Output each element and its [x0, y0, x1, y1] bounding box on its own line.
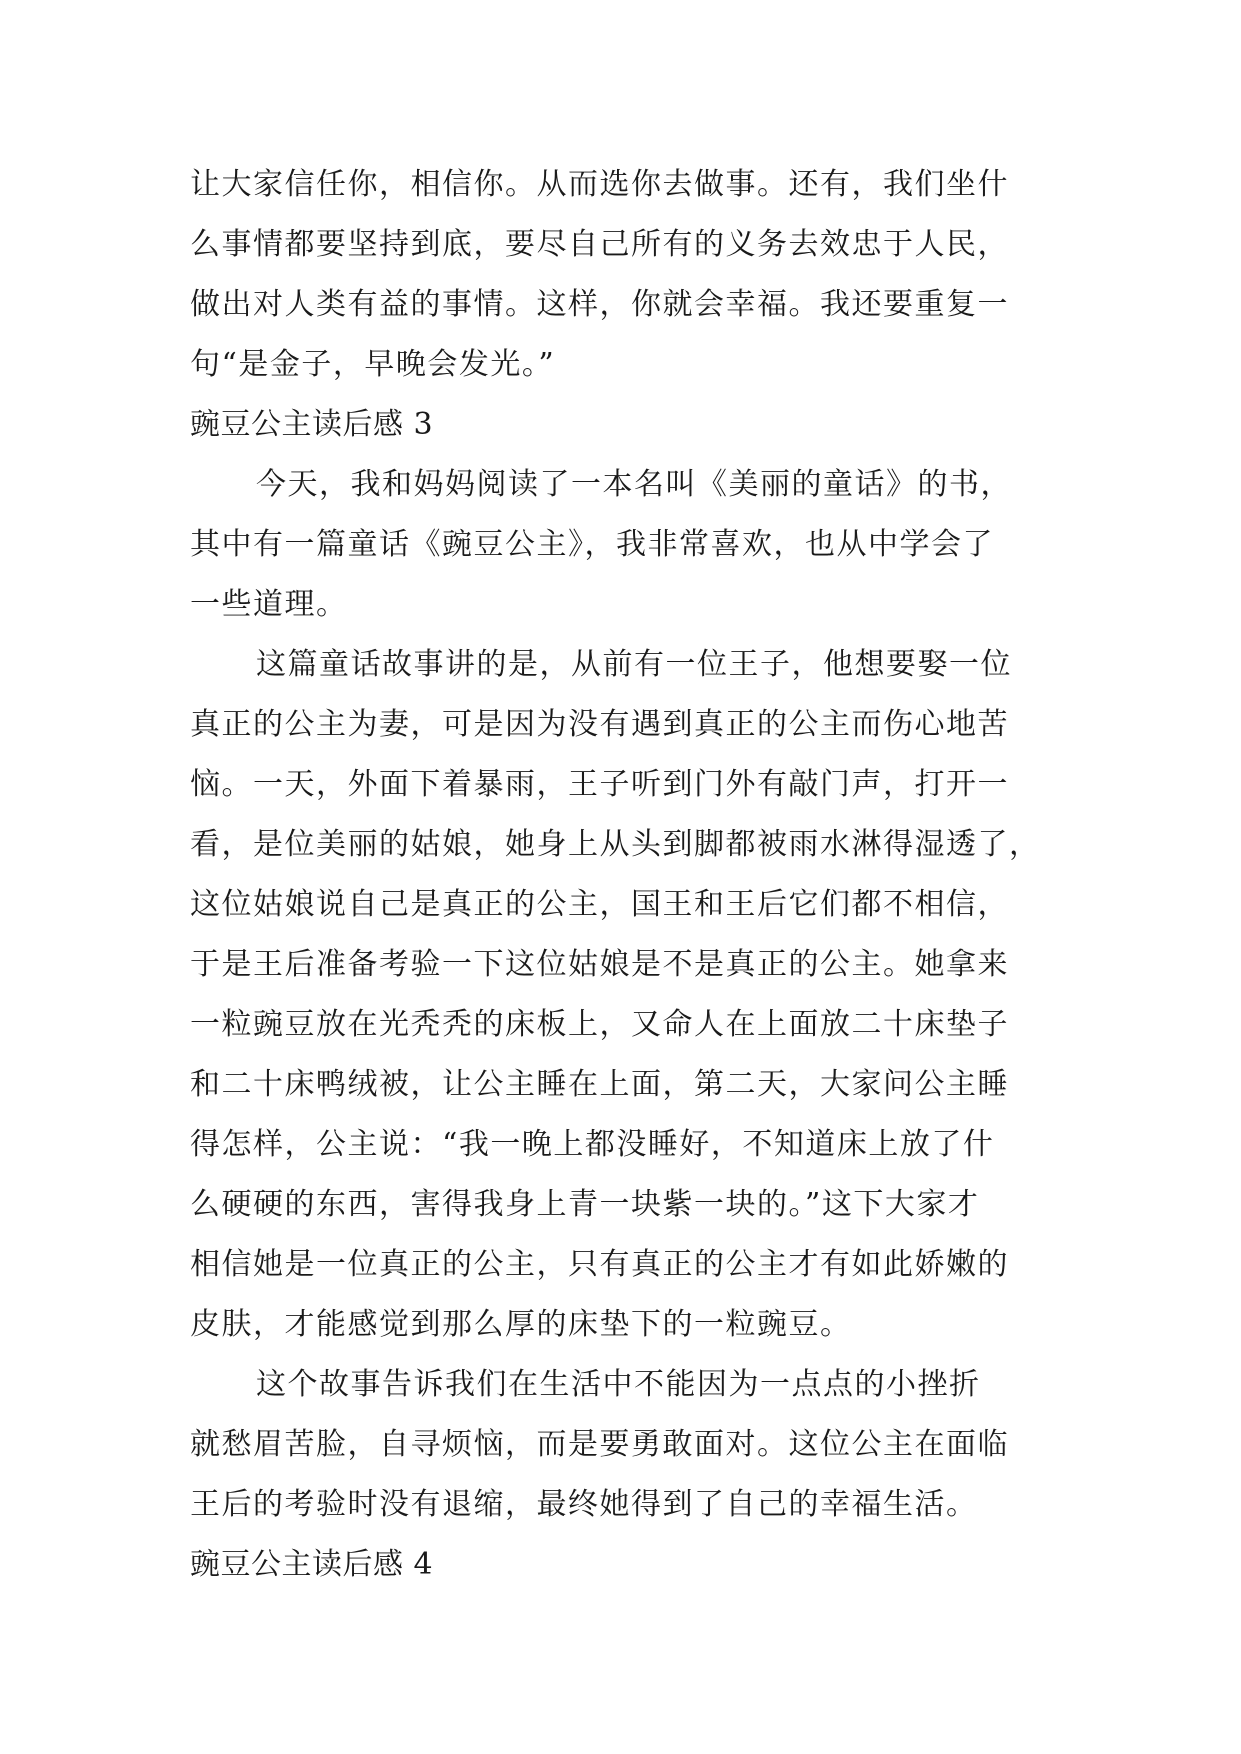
body-line: 真正的公主为妻，可是因为没有遇到真正的公主而伤心地苦 — [190, 707, 1009, 742]
body-line: 让大家信任你，相信你。从而选你去做事。还有，我们坐什 — [190, 167, 1009, 202]
body-line: 得怎样，公主说：“我一晚上都没睡好，不知道床上放了什 — [190, 1127, 995, 1162]
paragraph — [190, 635, 1070, 1355]
document-body — [190, 155, 1070, 1595]
section-heading: 豌豆公主读后感 3 — [190, 407, 434, 442]
body-line: 这个故事告诉我们在生活中不能因为一点点的小挫折 — [256, 1367, 981, 1402]
body-line: 做出对人类有益的事情。这样，你就会幸福。我还要重复一 — [190, 287, 1009, 322]
body-line: 么事情都要坚持到底，要尽自己所有的义务去效忠于人民， — [190, 227, 1009, 262]
body-line: 一粒豌豆放在光秃秃的床板上，又命人在上面放二十床垫子 — [190, 1007, 1009, 1042]
section-heading: 豌豆公主读后感 4 — [190, 1547, 434, 1582]
body-line: 其中有一篇童话《豌豆公主》，我非常喜欢，也从中学会了 — [190, 527, 994, 562]
body-line: 相信她是一位真正的公主，只有真正的公主才有如此娇嫩的 — [190, 1247, 1009, 1282]
body-line: 就愁眉苦脸，自寻烦恼，而是要勇敢面对。这位公主在面临 — [190, 1427, 1009, 1462]
body-line: 今天，我和妈妈阅读了一本名叫《美丽的童话》的书， — [256, 467, 1012, 502]
body-line: 王后的考验时没有退缩，最终她得到了自己的幸福生活。 — [190, 1487, 978, 1522]
body-line: 皮肤，才能感觉到那么厚的床垫下的一粒豌豆。 — [190, 1307, 852, 1342]
body-line: 恼。一天，外面下着暴雨，王子听到门外有敲门声，打开一 — [190, 767, 1009, 802]
paragraph — [190, 455, 1070, 635]
body-line: 于是王后准备考验一下这位姑娘是不是真正的公主。她拿来 — [190, 947, 1009, 982]
body-line: 一些道理。 — [190, 587, 348, 622]
body-line: 句“是金子，早晚会发光。” — [190, 347, 556, 382]
body-line: 这位姑娘说自己是真正的公主，国王和王后它们都不相信， — [190, 887, 1009, 922]
body-line: 这篇童话故事讲的是，从前有一位王子，他想要娶一位 — [256, 647, 1012, 682]
body-line: 和二十床鸭绒被，让公主睡在上面，第二天，大家问公主睡 — [190, 1067, 1009, 1102]
body-line: 么硬硬的东西，害得我身上青一块紫一块的。”这下大家才 — [190, 1187, 980, 1222]
body-line: 看，是位美丽的姑娘，她身上从头到脚都被雨水淋得湿透了， — [190, 827, 1041, 862]
paragraph — [190, 1355, 1070, 1535]
